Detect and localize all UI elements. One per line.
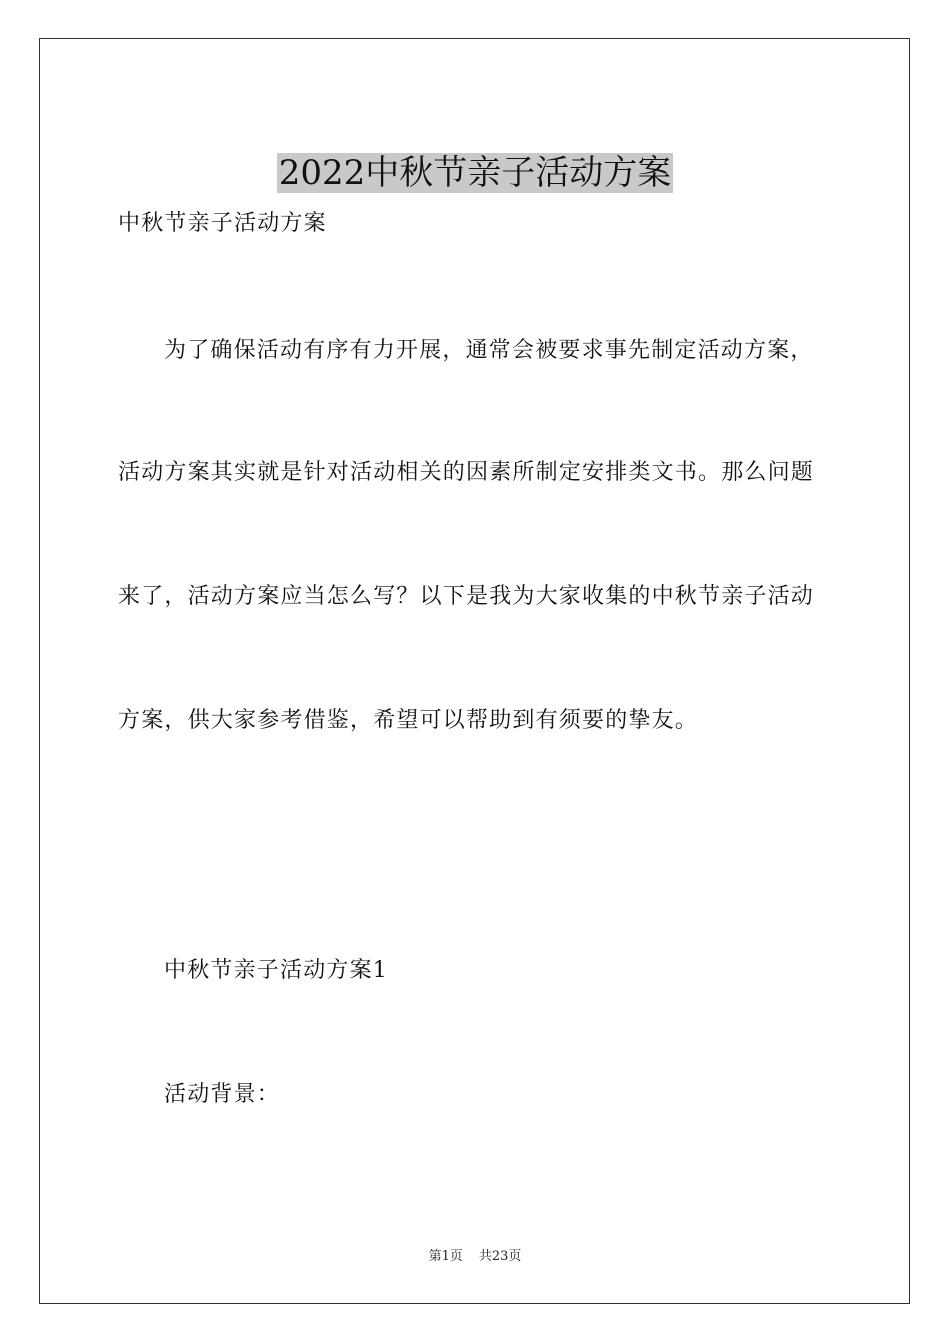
paragraph-line-3: 来了，活动方案应当怎么写？以下是我为大家收集的中秋节亲子活动	[118, 584, 815, 609]
paragraph-line-4: 方案，供大家参考借鉴，希望可以帮助到有须要的挚友。	[118, 708, 699, 733]
page-number-current: 第1页	[428, 1249, 463, 1264]
document-title-text: 2022中秋节亲子活动方案	[278, 152, 672, 193]
page-number-total: 共23页	[478, 1249, 522, 1264]
section-label: 活动背景：	[164, 1082, 281, 1107]
paragraph-line-1: 为了确保活动有序有力开展，通常会被要求事先制定活动方案，	[164, 338, 814, 363]
document-title	[0, 151, 950, 195]
page-footer	[0, 1248, 950, 1266]
section-heading: 中秋节亲子活动方案1	[164, 958, 388, 983]
document-subtitle: 中秋节亲子活动方案	[118, 211, 327, 236]
paragraph-line-2: 活动方案其实就是针对活动相关的因素所制定安排类文书。那么问题	[118, 460, 815, 485]
